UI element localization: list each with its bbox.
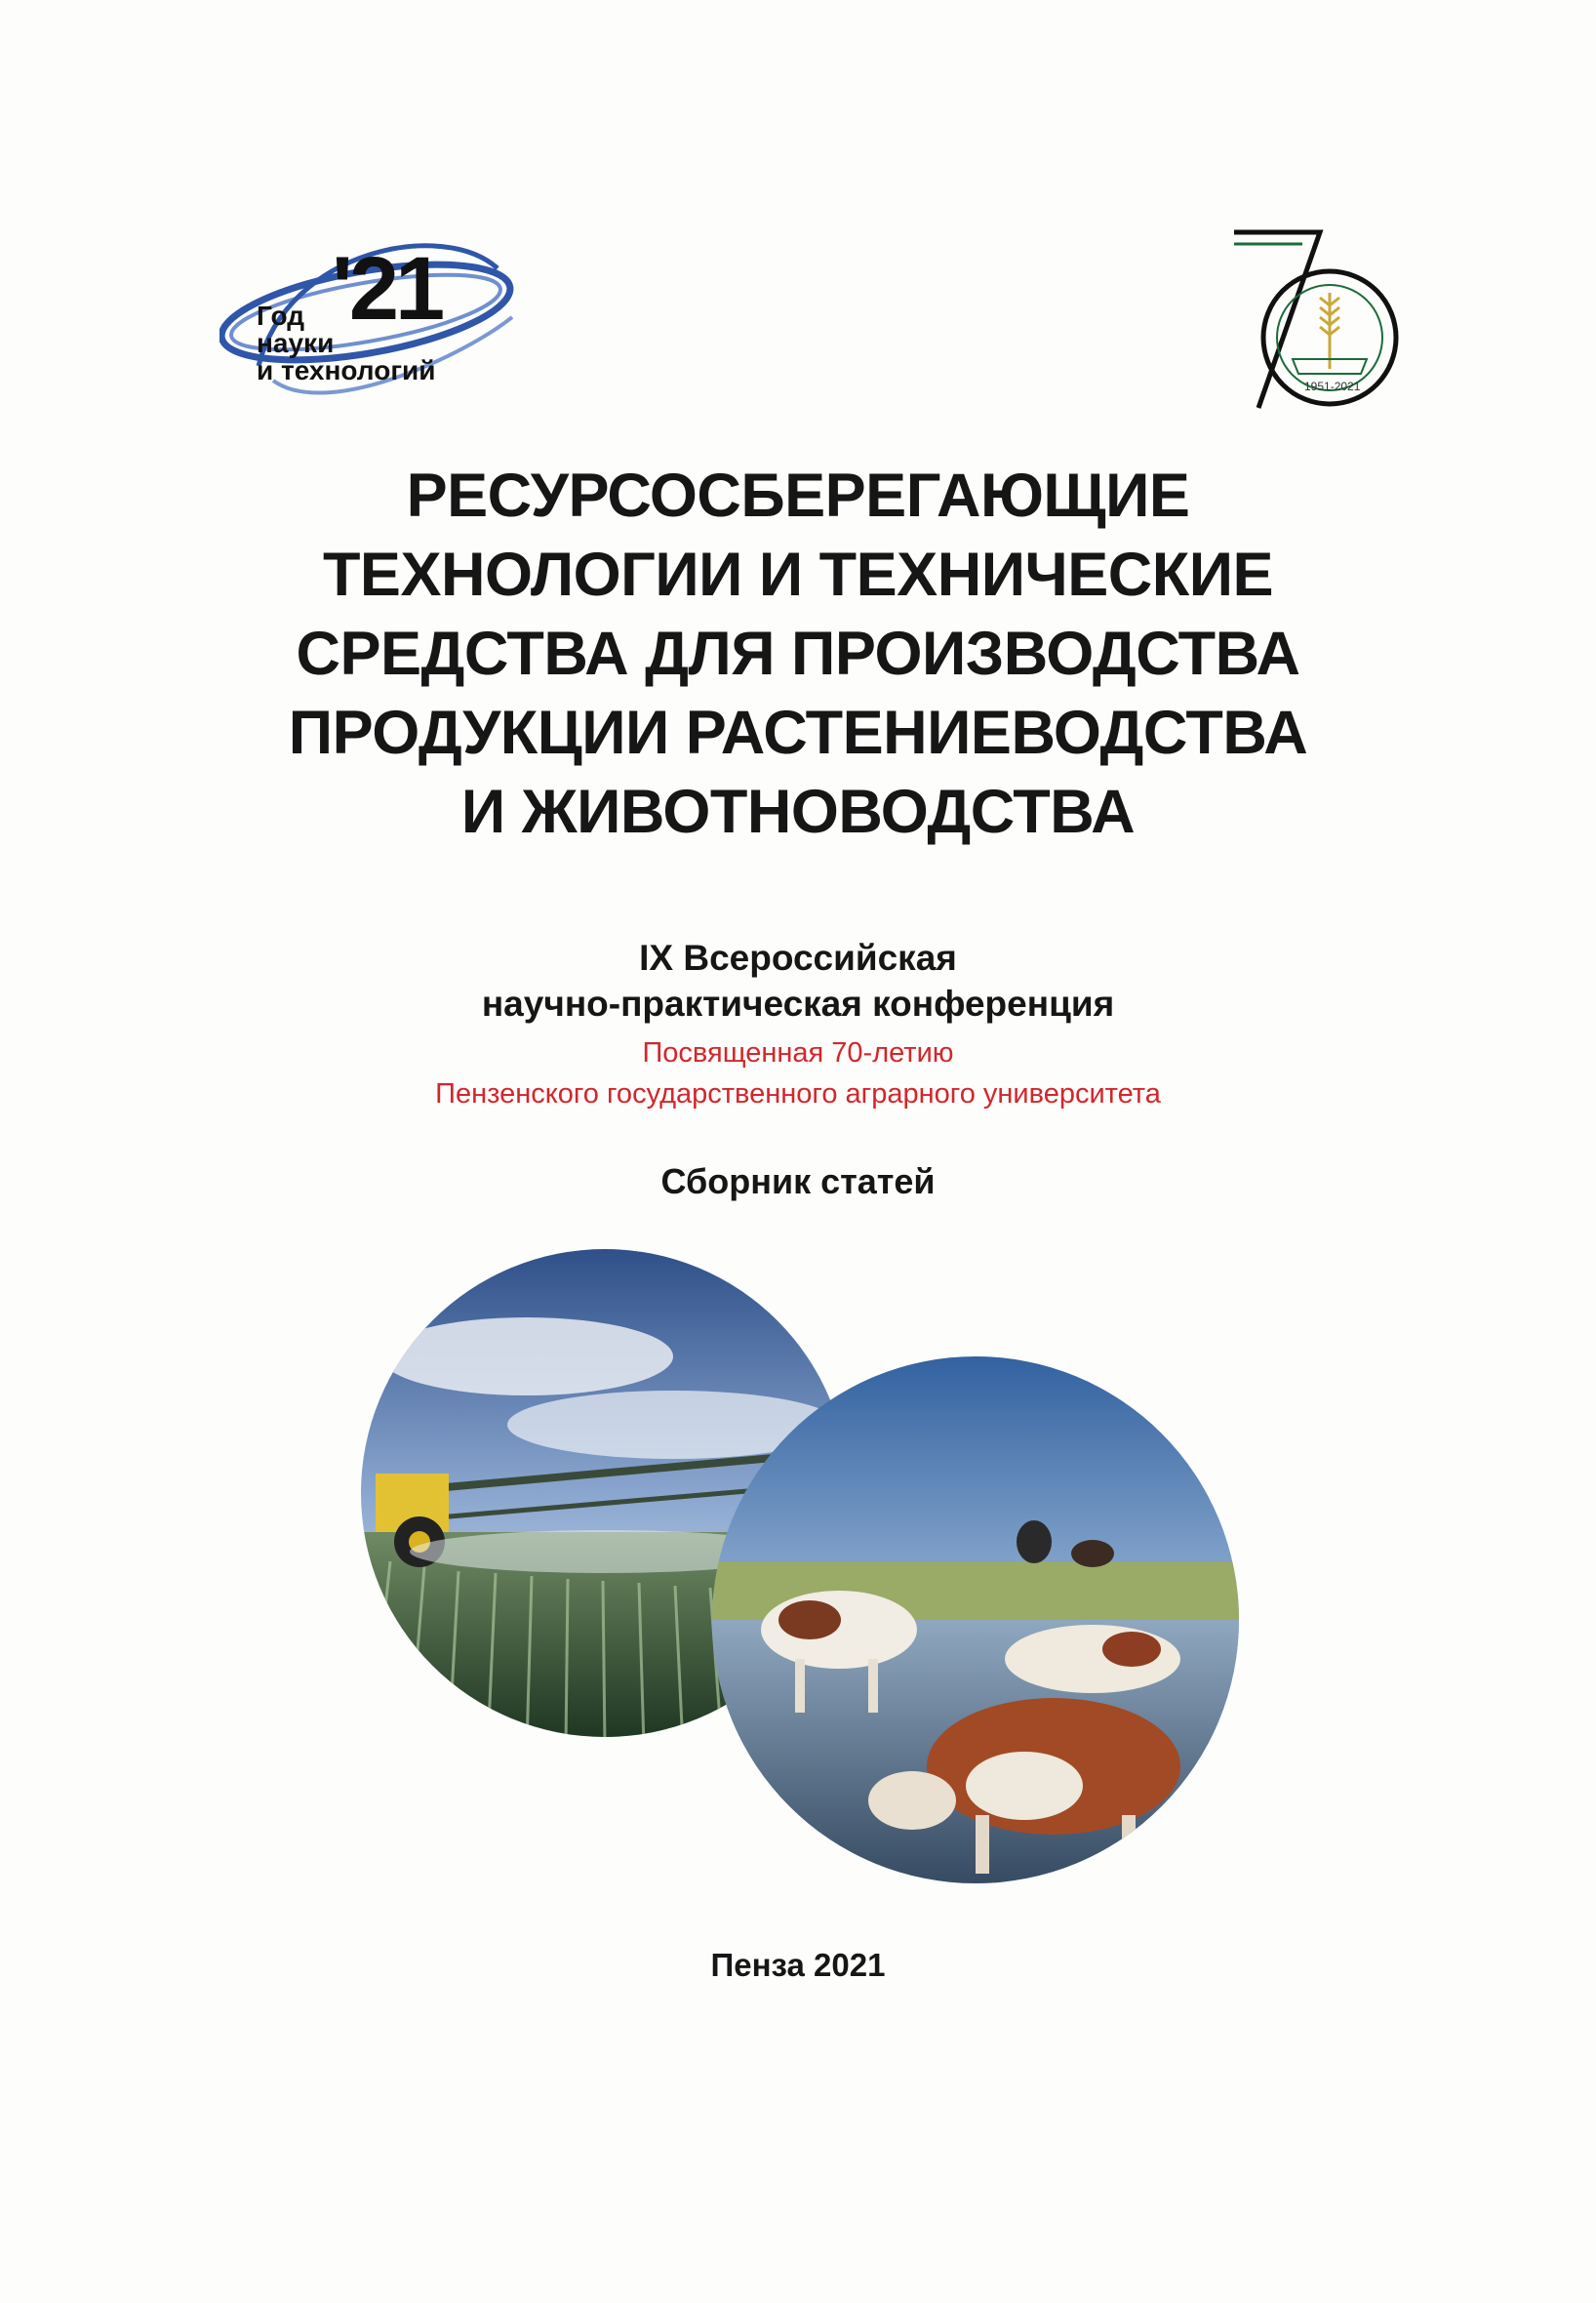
title-line-3: СРЕДСТВА ДЛЯ ПРОИЗВОДСТВА	[296, 620, 1300, 688]
title-line-2: ТЕХНОЛОГИИ И ТЕХНИЧЕСКИЕ	[322, 541, 1274, 609]
anniversary-70-logo	[1224, 222, 1419, 423]
cover-photos	[351, 1239, 1288, 1893]
cover-photos-graphic	[351, 1239, 1288, 1893]
publication-place-year: Пенза 2021	[710, 1947, 886, 1983]
dedication-line-1: Посвященная 70-летию	[642, 1037, 954, 1069]
book-title	[195, 457, 1401, 852]
year-of-science-emblem	[219, 210, 532, 434]
anniversary-emblem	[1224, 222, 1419, 423]
title-line-5: И ЖИВОТНОВОДСТВА	[460, 778, 1136, 846]
collection-label: Сборник статей	[660, 1161, 936, 1201]
title-line-1: РЕСУРСОСБЕРЕГАЮЩИЕ	[406, 462, 1190, 530]
conference-line-1: IX Всероссийская	[639, 938, 957, 978]
title-line-4: ПРОДУКЦИИ РАСТЕНИЕВОДСТВА	[288, 699, 1308, 767]
year-of-science-logo	[219, 210, 532, 434]
dedication	[293, 1032, 1303, 1114]
dedication-line-2: Пензенского государственного аграрного университета	[435, 1078, 1161, 1110]
cow-3	[1005, 1625, 1180, 1693]
conference-name	[293, 935, 1303, 1027]
logo-line-1: Год	[257, 301, 304, 331]
anniversary-years: 1951-2021	[1304, 380, 1361, 393]
logo-line-3: и технологий	[257, 355, 436, 385]
conference-line-2: научно-практическая конференция	[481, 984, 1115, 1024]
year-mark: '21	[332, 239, 442, 339]
logo-line-2: науки	[257, 328, 335, 358]
